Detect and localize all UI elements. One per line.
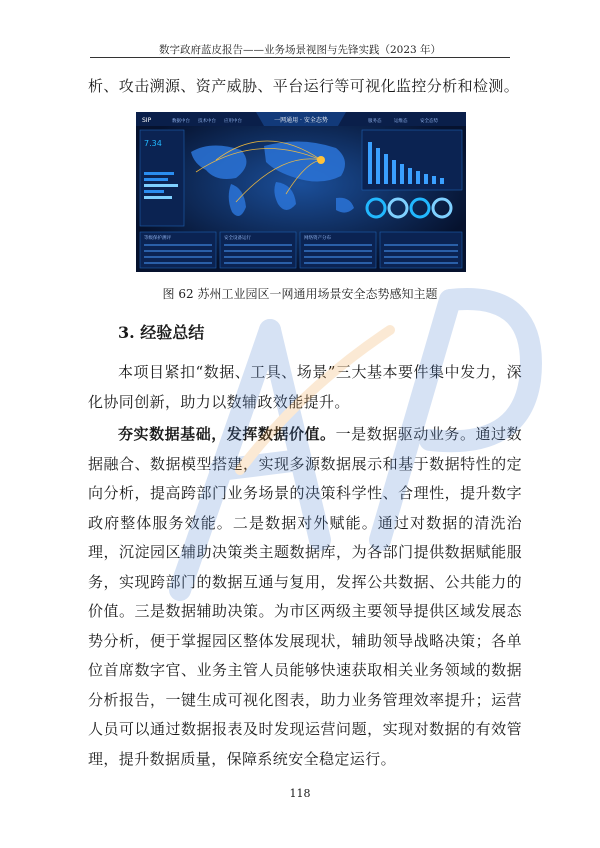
intro-paragraph: 析、攻击溯源、资产威胁、平台运行等可视化监控分析和检测。 xyxy=(88,77,520,95)
figure-caption: 图 62 苏州工业园区一网通用场景安全态势感知主题 xyxy=(162,287,438,301)
screen-title: 一网通用 · 安全态势 xyxy=(274,117,328,124)
nav-right-2: 运维态 xyxy=(394,119,408,124)
right-bar-panel xyxy=(362,130,462,190)
nav-right-1: 服务态 xyxy=(368,119,382,124)
panel-title-2: 安全设备运行 xyxy=(224,236,251,241)
kpi-value: 7.34 xyxy=(144,139,162,148)
nav-right-3: 安全态势 xyxy=(420,119,438,124)
nav-left-2: 技术中台 xyxy=(198,119,216,124)
section-heading: 3. 经验总结 xyxy=(118,323,205,342)
panel-title-1: 等级保护测评 xyxy=(144,236,171,241)
target-point xyxy=(317,156,325,164)
panel-title-3: 网络资产分布 xyxy=(304,236,331,241)
nav-left-1: 数据中台 xyxy=(172,119,190,124)
bottom-panels xyxy=(140,232,462,268)
header-rule xyxy=(90,57,510,58)
paragraph-2-lead: 夯实数据基础，发挥数据价值。 xyxy=(118,425,336,443)
dashboard-illustration xyxy=(136,112,466,272)
paragraph-2-body: 一是数据驱动业务。通过数据融合、数据模型搭建，实现多源数据展示和基于数据特性的定向分析，提高跨部门业务场景的决策科学性、合理性，提升数字政府整体服务效能。二是数据对外赋能。通过对数据的清洗治理，沉淀园区辅助决策类主题数据库，为各部门提供数据赋能服务，实现跨部门的数据互通与复用，发挥公共数据、公共能力的价值。三是数据辅助决策。为市区两级主要领导提供区域发展态势分析，便于掌握园区整体发展现状，辅助领导战略决策；各单位首席数字官、业务主管人员能够快速获取相关业务领域的数据分析报告，一键生成可视化图表，助力业务管理效率提升；运营人员可以通过数据报表及时发现运营问题，实现对数据的有效管理，提升数据质量，保障系统安全稳定运行。 xyxy=(88,425,522,768)
page-number: 118 xyxy=(289,787,311,800)
dashboard-screenshot xyxy=(136,112,466,272)
paragraph-1: 本项目紧扣“数据、工具、场景”三大基本要件集中发力，深化协同创新，助力以数辅政效能提升。 xyxy=(88,363,522,411)
running-header: 数字政府蓝皮报告——业务场景视图与先锋实践（2023 年） xyxy=(158,44,442,56)
logo-text: SIP xyxy=(142,117,152,124)
nav-left-3: 应用中台 xyxy=(224,119,242,124)
paragraph-2 xyxy=(88,420,522,774)
